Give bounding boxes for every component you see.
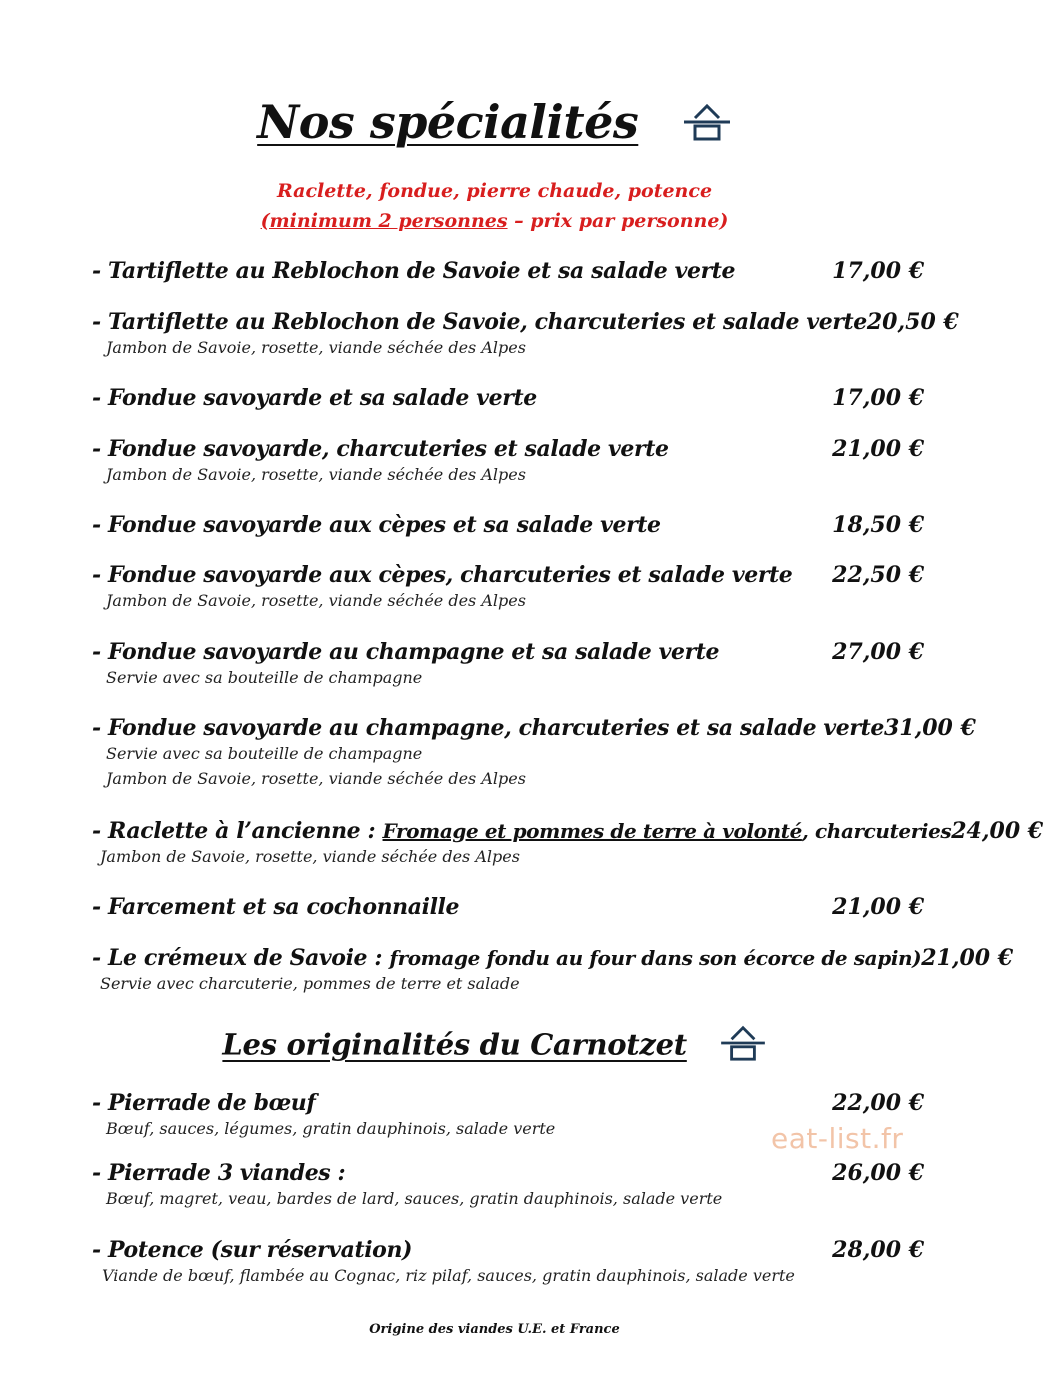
item-price: 21,00 € <box>832 894 924 920</box>
menu-item <box>92 639 924 690</box>
item-price: 31,00 € <box>883 715 976 741</box>
item-price: 20,50 € <box>866 309 959 335</box>
menu-item <box>92 715 976 791</box>
item-name: - Fondue savoyarde aux cèpes et sa salade verte <box>92 512 661 538</box>
item-price: 26,00 € <box>832 1160 924 1186</box>
page-title-text: Nos spécialités <box>257 95 639 149</box>
item-name: - Tartiflette au Reblochon de Savoie, charcuteries et salade verte <box>92 309 867 335</box>
item-name-prefix: - Le crémeux de Savoie : <box>92 945 390 971</box>
item-name <box>92 818 951 844</box>
item-price: 28,00 € <box>832 1237 924 1263</box>
item-price: 22,00 € <box>832 1090 924 1116</box>
item-name: - Fondue savoyarde au champagne, charcuteries et sa salade verte <box>92 715 884 741</box>
section-title-text: Les originalités du Carnotzet <box>222 1027 687 1062</box>
item-name: - Farcement et sa cochonnaille <box>92 894 460 920</box>
item-description: Jambon de Savoie, rosette, viande séchée des Alpes <box>106 591 526 610</box>
subtitle-rest: – prix par personne) <box>507 210 729 232</box>
item-description: Bœuf, magret, veau, bardes de lard, sauces, gratin dauphinois, salade verte <box>106 1189 723 1208</box>
item-description: Servie avec sa bouteille de champagne <box>106 744 423 763</box>
item-description: Bœuf, sauces, légumes, gratin dauphinois, salade verte <box>106 1119 556 1138</box>
item-name <box>92 945 921 971</box>
item-name-prefix: - Raclette à l’ancienne : <box>92 818 383 844</box>
item-name: - Fondue savoyarde aux cèpes, charcuteries et salade verte <box>92 562 793 588</box>
menu-item <box>92 562 924 613</box>
watermark: eat-list.fr <box>771 1122 904 1155</box>
menu-item <box>92 818 1043 869</box>
subtitle-minimum: (minimum 2 personnes <box>260 210 508 232</box>
menu-item <box>92 436 924 487</box>
item-price: 22,50 € <box>832 562 924 588</box>
item-name-detail: fromage fondu au four dans son écorce de sapin) <box>389 946 922 970</box>
menu-item <box>92 512 924 538</box>
item-description: Jambon de Savoie, rosette, viande séchée des Alpes <box>106 465 526 484</box>
item-price: 21,00 € <box>921 945 1014 971</box>
item-name: - Fondue savoyarde, charcuteries et salade verte <box>92 436 669 462</box>
house-icon <box>682 99 732 153</box>
item-description: Jambon de Savoie, rosette, viande séchée des Alpes <box>106 338 526 357</box>
menu-item <box>92 894 924 920</box>
menu-item <box>92 1160 924 1211</box>
menu-item <box>92 258 924 284</box>
item-price: 21,00 € <box>832 436 924 462</box>
subtitle-line-1: Raclette, fondue, pierre chaude, potence <box>276 180 713 202</box>
item-description: Jambon de Savoie, rosette, viande séchée des Alpes <box>100 847 520 866</box>
item-name: - Fondue savoyarde et sa salade verte <box>92 385 537 411</box>
menu-item <box>92 1237 924 1288</box>
item-name: - Tartiflette au Reblochon de Savoie et sa salade verte <box>92 258 736 284</box>
house-icon <box>719 1024 767 1069</box>
item-description: Servie avec sa bouteille de champagne <box>106 668 423 687</box>
item-price: 17,00 € <box>832 258 924 284</box>
item-price: 24,00 € <box>951 818 1043 844</box>
item-description: Viande de bœuf, flambée au Cognac, riz pilaf, sauces, gratin dauphinois, salade verte <box>102 1266 795 1285</box>
menu-item <box>92 309 959 360</box>
item-name: - Potence (sur réservation) <box>92 1237 413 1263</box>
item-name: - Fondue savoyarde au champagne et sa salade verte <box>92 639 720 665</box>
item-description: Jambon de Savoie, rosette, viande séchée des Alpes <box>106 769 526 788</box>
item-name: - Pierrade 3 viandes : <box>92 1160 346 1186</box>
footer-note: Origine des viandes U.E. et France <box>369 1322 620 1337</box>
page-title <box>0 95 989 153</box>
menu-item <box>92 385 924 411</box>
menu-item <box>92 945 1014 996</box>
section-title <box>0 1024 989 1069</box>
item-price: 17,00 € <box>832 385 924 411</box>
subtitle-line-2 <box>0 206 989 236</box>
item-description: Servie avec charcuterie, pommes de terre et salade <box>100 974 520 993</box>
item-name-suffix: , charcuteries <box>801 819 952 843</box>
item-name: - Pierrade de bœuf <box>92 1090 316 1116</box>
item-name-underlined: Fromage et pommes de terre à volonté <box>382 819 802 843</box>
item-price: 18,50 € <box>832 512 924 538</box>
item-price: 27,00 € <box>832 639 924 665</box>
